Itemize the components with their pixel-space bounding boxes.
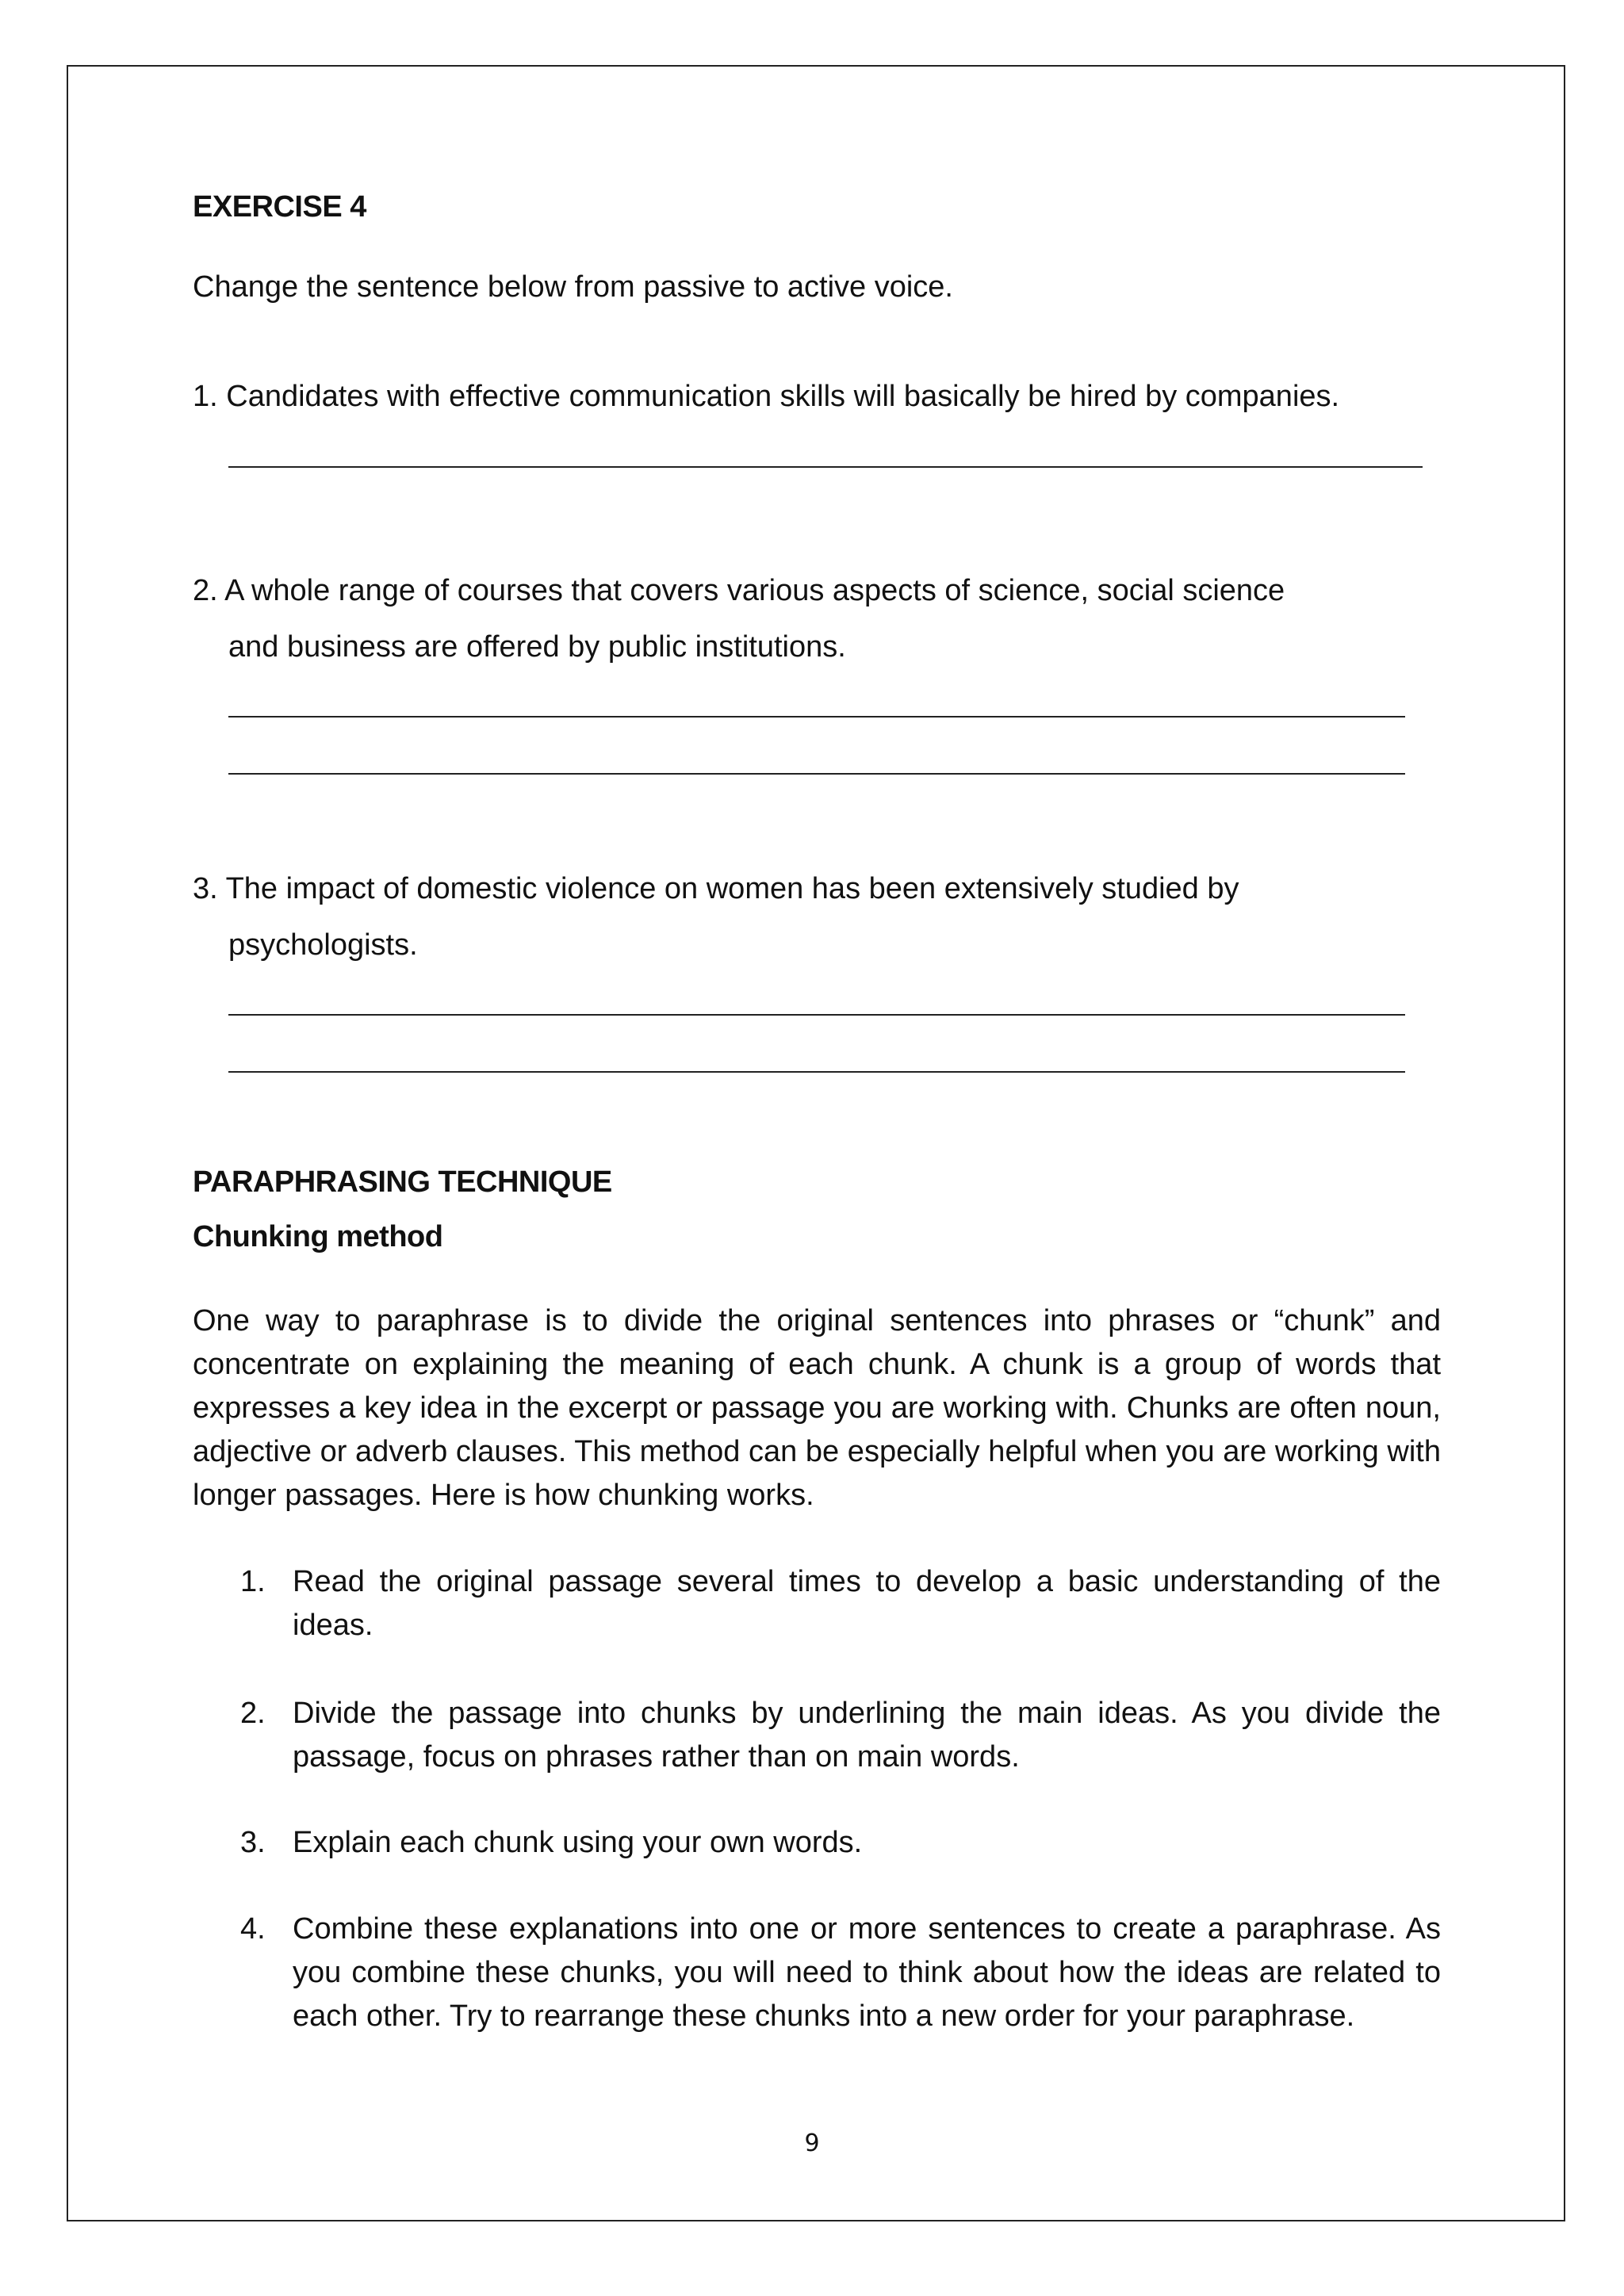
- exercise-item-1: 1. Candidates with effective communication skills will basically be hired by companies.: [193, 380, 1340, 413]
- step-number: 1.: [240, 1565, 266, 1598]
- exercise-title: EXERCISE 4: [193, 190, 366, 224]
- step-text: Divide the passage into chunks by underlining the main ideas. As you divide the passage, focus on phrases rather than on main words.: [293, 1697, 1441, 1774]
- answer-line[interactable]: [228, 773, 1405, 775]
- answer-line[interactable]: [228, 1071, 1405, 1073]
- intro-paragraph: One way to paraphrase is to divide the original sentences into phrases or “chunk” and concentrate on explaining the meaning of each chunk. A chunk is a group of words that expresses a key idea in the excerpt or passage you are working with. Chunks are often noun, adjective or adverb clauses. This method can be especially helpful when you are working with longer passages. Here is how chunking works.: [193, 1304, 1441, 1512]
- exercise-item-2-cont: and business are offered by public institutions.: [228, 630, 846, 664]
- step-number: 2.: [240, 1697, 266, 1730]
- exercise-instruction: Change the sentence below from passive to active voice.: [193, 270, 953, 304]
- step-text: Explain each chunk using your own words.: [293, 1826, 863, 1859]
- answer-line[interactable]: [228, 466, 1423, 468]
- section-subheading: Chunking method: [193, 1220, 443, 1253]
- answer-line[interactable]: [228, 716, 1405, 718]
- answer-line[interactable]: [228, 1014, 1405, 1016]
- step-number: 4.: [240, 1912, 266, 1946]
- section-heading: PARAPHRASING TECHNIQUE: [193, 1165, 612, 1199]
- exercise-item-3-cont: psychologists.: [228, 928, 418, 962]
- exercise-item-2: 2. A whole range of courses that covers various aspects of science, social science: [193, 574, 1285, 607]
- step-text: Combine these explanations into one or more sentences to create a paraphrase. As you combine these chunks, you will need to think about how the ideas are related to each other. Try to rearrange these chunks into a new order for your paraphrase.: [293, 1912, 1441, 2033]
- step-number: 3.: [240, 1826, 266, 1859]
- page-number: 9: [804, 2130, 820, 2157]
- exercise-item-3: 3. The impact of domestic violence on women has been extensively studied by: [193, 872, 1239, 905]
- step-text: Read the original passage several times to develop a basic understanding of the ideas.: [293, 1565, 1441, 1642]
